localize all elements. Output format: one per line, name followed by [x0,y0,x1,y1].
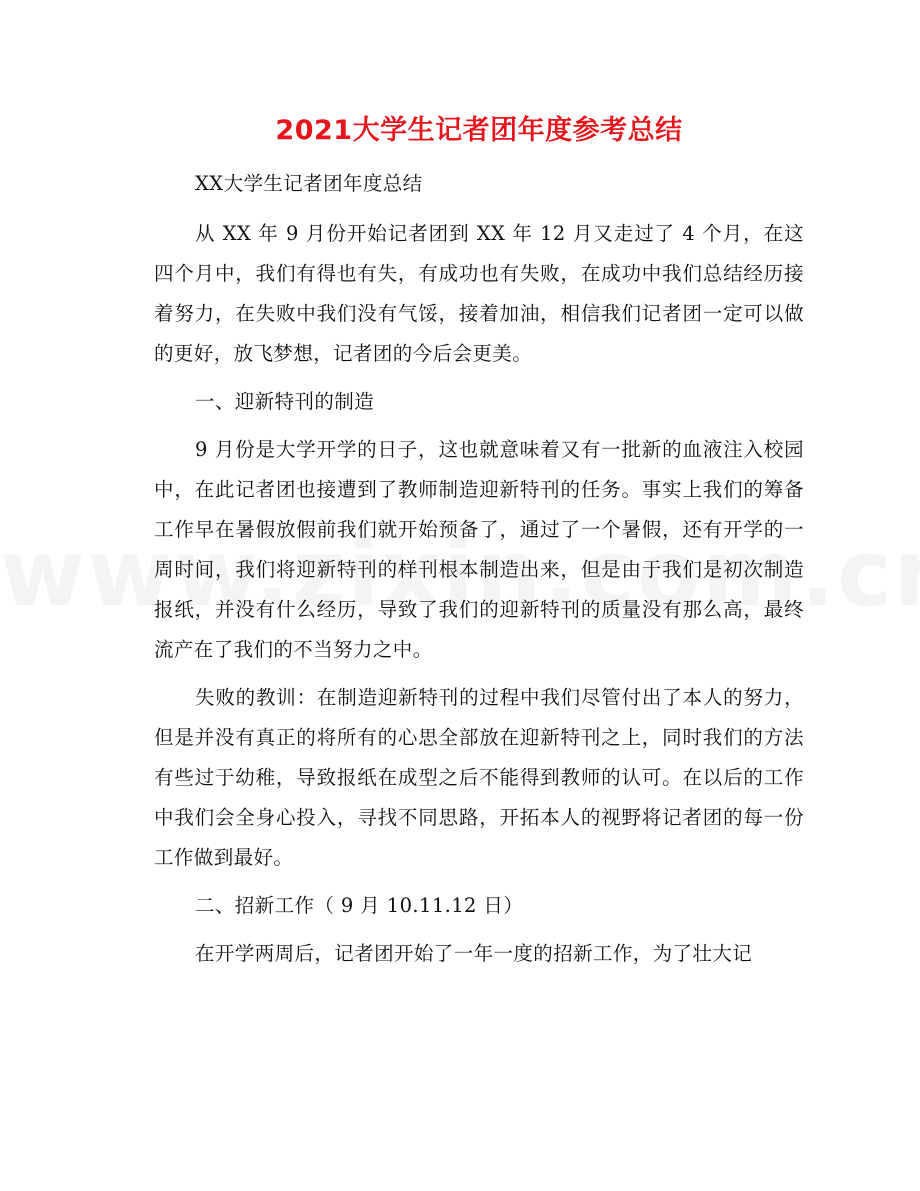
document-title: 2021大学生记者团年度参考总结 [275,115,683,146]
paragraph-section-1: 9 月份是大学开学的日子，这也就意味着又有一批新的血液注入校园中，在此记者团也接遭到了教师制造迎新特刊的任务。事实上我们的筹备工作早在暑假放假前我们就开始预备了，通过了一个暑假，还有开学的一周时间，我们将迎新特刊的样刊根本制造出来，但是由于我们是初次制造报纸，并没有什么经历，导致了我们的迎新特刊的质量没有那么高，最终流产在了我们的不当努力之中。 [154,438,804,661]
section-heading-2: 二、招新工作（ 9 月 10.11.12 日） [195,894,524,917]
paragraph-intro: 从 XX 年 9 月份开始记者团到 XX 年 12 月又走过了 4 个月，在这四个月中，我们有得也有失，有成功也有失败，在成功中我们总结经历接着努力，在失败中我们没有气馁，接着加油，相信我们记者团一定可以做的更好，放飞梦想，记者团的今后会更美。 [154,222,804,365]
paragraph-subtitle: XX大学生记者团年度总结 [195,172,423,195]
paragraph-lessons: 失败的教训：在制造迎新特刊的过程中我们尽管付出了本人的努力，但是并没有真正的将所有的心思全部放在迎新特刊之上，同时我们的方法有些过于幼稚，导致报纸在成型之后不能得到教师的认可。在以后的工作中我们会全身心投入，寻找不同思路，开拓本人的视野将记者团的每一份工作做到最好。 [154,686,804,869]
paragraph-section-2: 在开学两周后，记者团开始了一年一度的招新工作，为了壮大记 [195,942,753,965]
section-heading-1: 一、迎新特刊的制造 [195,390,375,413]
